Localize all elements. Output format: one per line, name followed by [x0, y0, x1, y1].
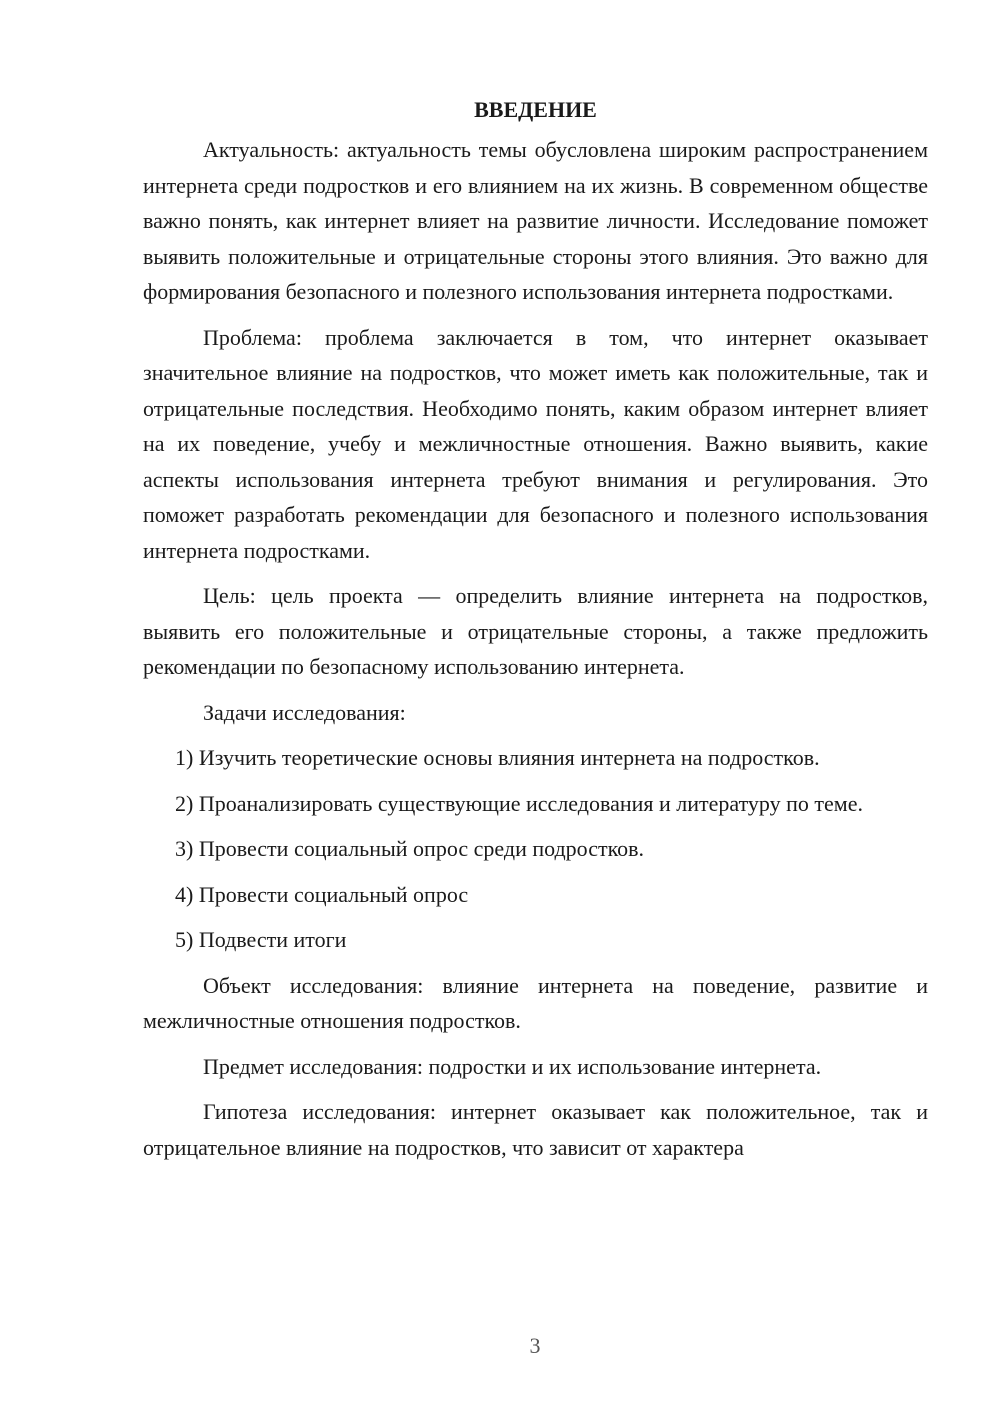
paragraph-goal: Цель: цель проекта — определить влияние интернета на подростков, выявить его положительные и отрицательные стороны, а также предложить рекомендации по безопасному использованию интернета.	[143, 583, 928, 679]
document-body	[143, 92, 928, 1175]
task-item-4: 4) Провести социальный опрос	[175, 881, 469, 907]
task-item-1: 1) Изучить теоретические основы влияния интернета на подростков.	[175, 745, 820, 770]
task-item-3: 3) Провести социальный опрос среди подростков.	[175, 836, 645, 861]
task-item-5: 5) Подвести итоги	[175, 927, 347, 952]
page-number: 3	[529, 1333, 541, 1358]
paragraph-object: Объект исследования: влияние интернета на поведение, развитие и межличностные отношения подростков.	[143, 972, 928, 1033]
paragraph-problem: Проблема: проблема заключается в том, что интернет оказывает значительное влияние на подростков, что может иметь как положительные, так и отрицательные последствия. Необходимо понять, каким образом интернет влияет на их поведение, учебу и межличностные отношения. Важно выявить, какие аспекты использования интернета требуют внимания и регулирования. Это поможет разработать рекомендации для безопасного и полезного использования интернета подростками.	[143, 324, 928, 563]
paragraph-subject: Предмет исследования: подростки и их использование интернета.	[203, 1053, 822, 1079]
paragraph-hypothesis: Гипотеза исследования: интернет оказывает как положительное, так и отрицательное влияние на подростков, что зависит от характера	[143, 1099, 928, 1160]
page-title: ВВЕДЕНИЕ	[474, 97, 597, 122]
tasks-heading: Задачи исследования:	[203, 699, 406, 725]
task-item-2: 2) Проанализировать существующие исследования и литературу по теме.	[175, 790, 863, 816]
paragraph-relevance: Актуальность: актуальность темы обусловлена широким распространением интернета среди подростков и его влиянием на их жизнь. В современном обществе важно понять, как интернет влияет на развитие личности. Исследование поможет выявить положительные и отрицательные стороны этого влияния. Это важно для формирования безопасного и полезного использования интернета подростками.	[143, 137, 928, 304]
